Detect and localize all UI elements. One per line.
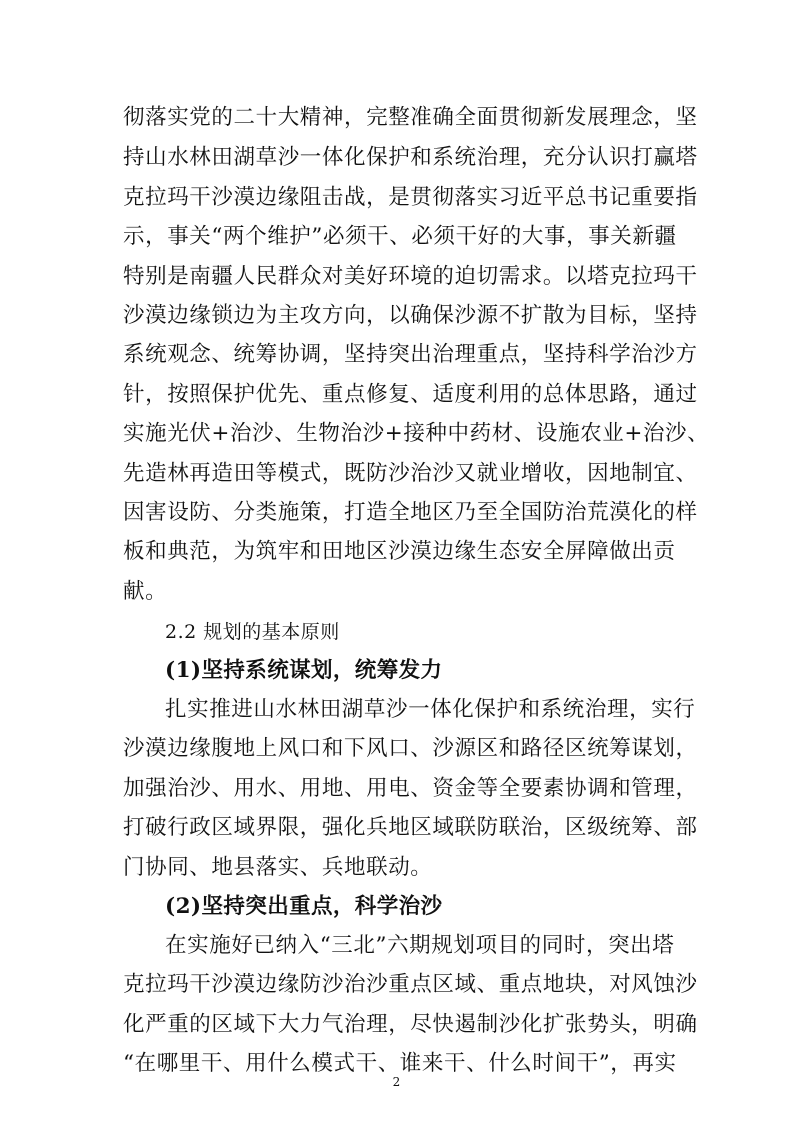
body-text-line: 克拉玛干沙漠边缘阻击战，是贯彻落实习近平总书记重要指	[123, 185, 698, 210]
principle-heading: (1)坚持系统谋划，统筹发力	[165, 658, 443, 683]
body-text-line: 门协同、地县落实、兵地联动。	[123, 855, 433, 880]
page-number: 2	[392, 1075, 401, 1089]
body-text-line: 因害设防、分类施策，打造全地区乃至全国防治荒漠化的样	[123, 500, 698, 525]
body-text-line: 献。	[123, 579, 168, 604]
body-text-line: 板和典范，为筑牢和田地区沙漠边缘生态安全屏障做出贡	[123, 539, 676, 564]
section-title: 2.2 规划的基本原则	[165, 621, 340, 643]
body-text-line: 示，事关“两个维护”必须干、必须干好的大事，事关新疆	[123, 224, 677, 249]
body-text-line: “在哪里干、用什么模式干、谁来干、什么时间干”，再实	[123, 1051, 677, 1076]
body-text-line: 沙漠边缘腹地上风口和下风口、沙源区和路径区统筹谋划，	[123, 736, 698, 761]
body-text-line: 克拉玛干沙漠边缘防沙治沙重点区域、重点地块，对风蚀沙	[123, 972, 698, 997]
body-text-line: 彻落实党的二十大精神，完整准确全面贯彻新发展理念，坚	[123, 105, 698, 130]
body-text-line: 系统观念、统筹协调，坚持突出治理重点，坚持科学治沙方	[123, 342, 698, 367]
body-text-line: 加强治沙、用水、用地、用电、资金等全要素协调和管理，	[123, 776, 698, 801]
body-text-line: 在实施好已纳入“三北”六期规划项目的同时，突出塔	[165, 933, 675, 958]
body-text-line: 打破行政区域界限，强化兵地区域联防联治，区级统筹、部	[123, 815, 698, 840]
body-text-line: 针，按照保护优先、重点修复、适度利用的总体思路，通过	[123, 382, 698, 407]
body-text-line: 沙漠边缘锁边为主攻方向，以确保沙源不扩散为目标，坚持	[123, 303, 698, 328]
body-text-line: 扎实推进山水林田湖草沙一体化保护和系统治理，实行	[165, 697, 696, 722]
body-text-line: 特别是南疆人民群众对美好环境的迫切需求。以塔克拉玛干	[123, 264, 698, 289]
body-text-line: 化严重的区域下大力气治理，尽快遏制沙化扩张势头，明确	[123, 1012, 698, 1037]
body-text-line: 实施光伏+治沙、生物治沙+接种中药材、设施农业+治沙、	[123, 421, 710, 446]
body-text-line: 先造林再造田等模式，既防沙治沙又就业增收，因地制宜、	[123, 461, 698, 486]
body-text-line: 持山水林田湖草沙一体化保护和系统治理，充分认识打赢塔	[123, 145, 698, 170]
principle-heading: (2)坚持突出重点，科学治沙	[165, 894, 443, 919]
